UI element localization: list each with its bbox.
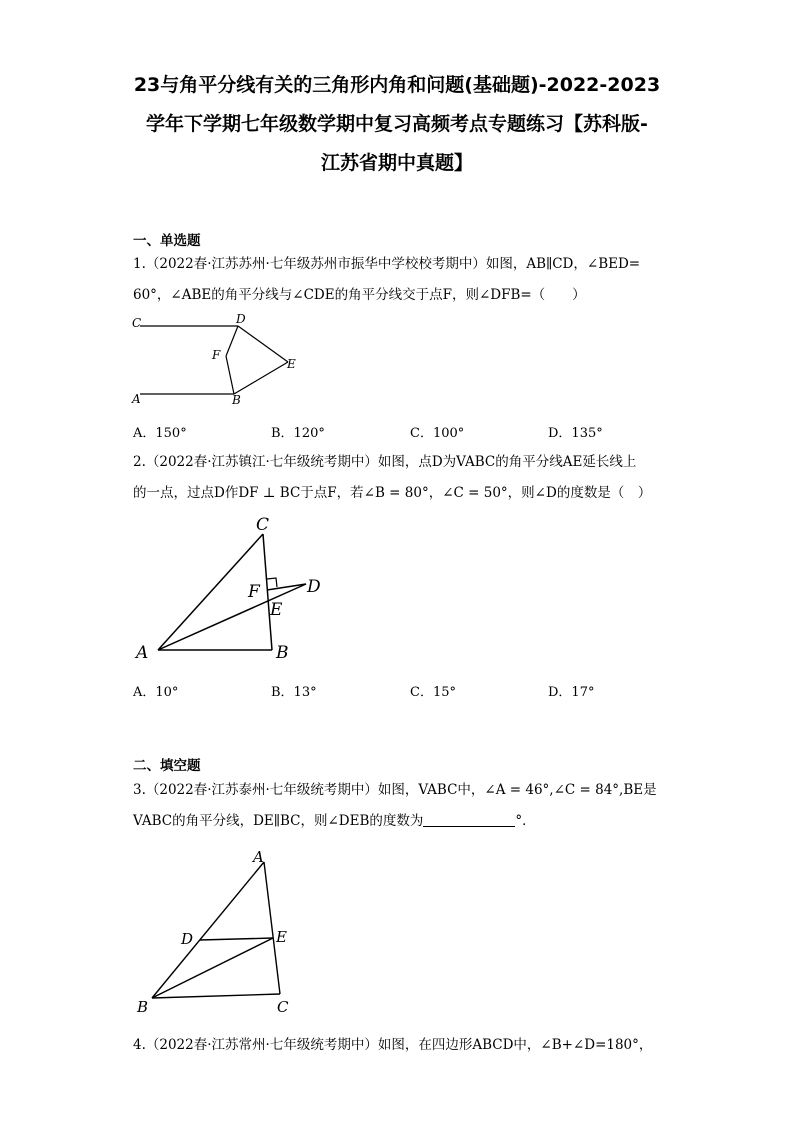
segment-ab [152,862,264,998]
question-3-figure [135,848,295,1018]
label-a: A [253,848,264,866]
question-2-figure [130,510,340,670]
question-4-line-1: 4.（2022春·江苏常州·七年级统考期中）如图，在四边形ABCD中，∠B+∠D=180°， [133,1037,653,1053]
segment-df [226,326,238,356]
label-a: A [132,392,141,406]
label-c: C [277,998,289,1016]
label-f: F [212,348,221,362]
segment-ad [158,584,306,650]
question-2-choice-c[interactable]: C．15° [410,685,456,700]
label-e: E [287,357,296,371]
question-2-choice-a[interactable]: A．10° [133,685,179,700]
segment-de [238,326,288,362]
question-2-line-2: 的一点，过点D作DF ⊥ BC于点F，若∠B = 80°，∠C = 50°，则∠D的度数是（ ） [133,485,652,501]
segment-fb [226,356,234,394]
answer-blank[interactable] [423,812,515,827]
question-1-choice-a[interactable]: A．150° [133,426,187,441]
segment-cb [263,534,272,650]
label-d: D [307,577,321,597]
question-2-choice-d[interactable]: D．17° [548,685,595,700]
label-b: B [276,643,289,663]
question-3-line-2 [133,806,663,837]
section-heading-fill-blank: 二、填空题 [133,758,201,774]
label-b: B [137,998,149,1016]
label-d: D [236,312,246,326]
document-title [120,66,674,183]
segment-eb [234,362,288,394]
question-1-line-2: 60°，∠ABE的角平分线与∠CDE的角平分线交于点F，则∠DFB=（ ） [133,287,586,303]
question-3-line-1: 3.（2022春·江苏泰州·七年级统考期中）如图，VABC中，∠A = 46°,∠C = 84°,BE是 [133,782,657,798]
question-3-line-2-text: VABC的角平分线，DE∥BC，则∠DEB的度数为 [133,813,424,829]
segment-de [200,938,273,940]
label-e: E [270,600,283,620]
question-1-choice-d[interactable]: D．135° [548,426,603,441]
question-1-choice-b[interactable]: B．120° [271,426,325,441]
question-1-choice-c[interactable]: C．100° [410,426,465,441]
label-e: E [276,928,287,946]
label-f: F [248,582,260,602]
question-1-line-1: 1.（2022春·江苏苏州·七年级苏州市振华中学校校考期中）如图，AB∥CD，∠BED= [133,256,641,272]
right-angle-mark [267,578,277,587]
question-3-text [133,775,663,837]
question-4-text [133,1030,663,1061]
section-heading-single-choice: 一、单选题 [133,233,201,249]
segment-bc [152,994,280,998]
label-a: A [136,643,149,663]
question-2-choice-b[interactable]: B．13° [271,685,317,700]
question-2-text [133,447,663,509]
question-1-text [133,249,663,311]
label-d: D [181,930,194,948]
question-3-line-2-end: °． [515,813,536,829]
label-c: C [132,316,142,330]
label-c: C [256,515,270,535]
question-2-line-1: 2.（2022春·江苏镇江·七年级统考期中）如图，点D为VABC的角平分线AE延长线上 [133,454,637,470]
label-b: B [232,393,241,407]
segment-be [152,938,273,998]
question-1-figure [130,312,310,412]
title-line-3: 江苏省期中真题】 [320,152,473,174]
title-line-2: 学年下学期七年级数学期中复习高频考点专题练习【苏科版- [146,113,648,135]
title-line-1: 23与角平分线有关的三角形内角和问题(基础题)-2022-2023 [133,74,661,96]
